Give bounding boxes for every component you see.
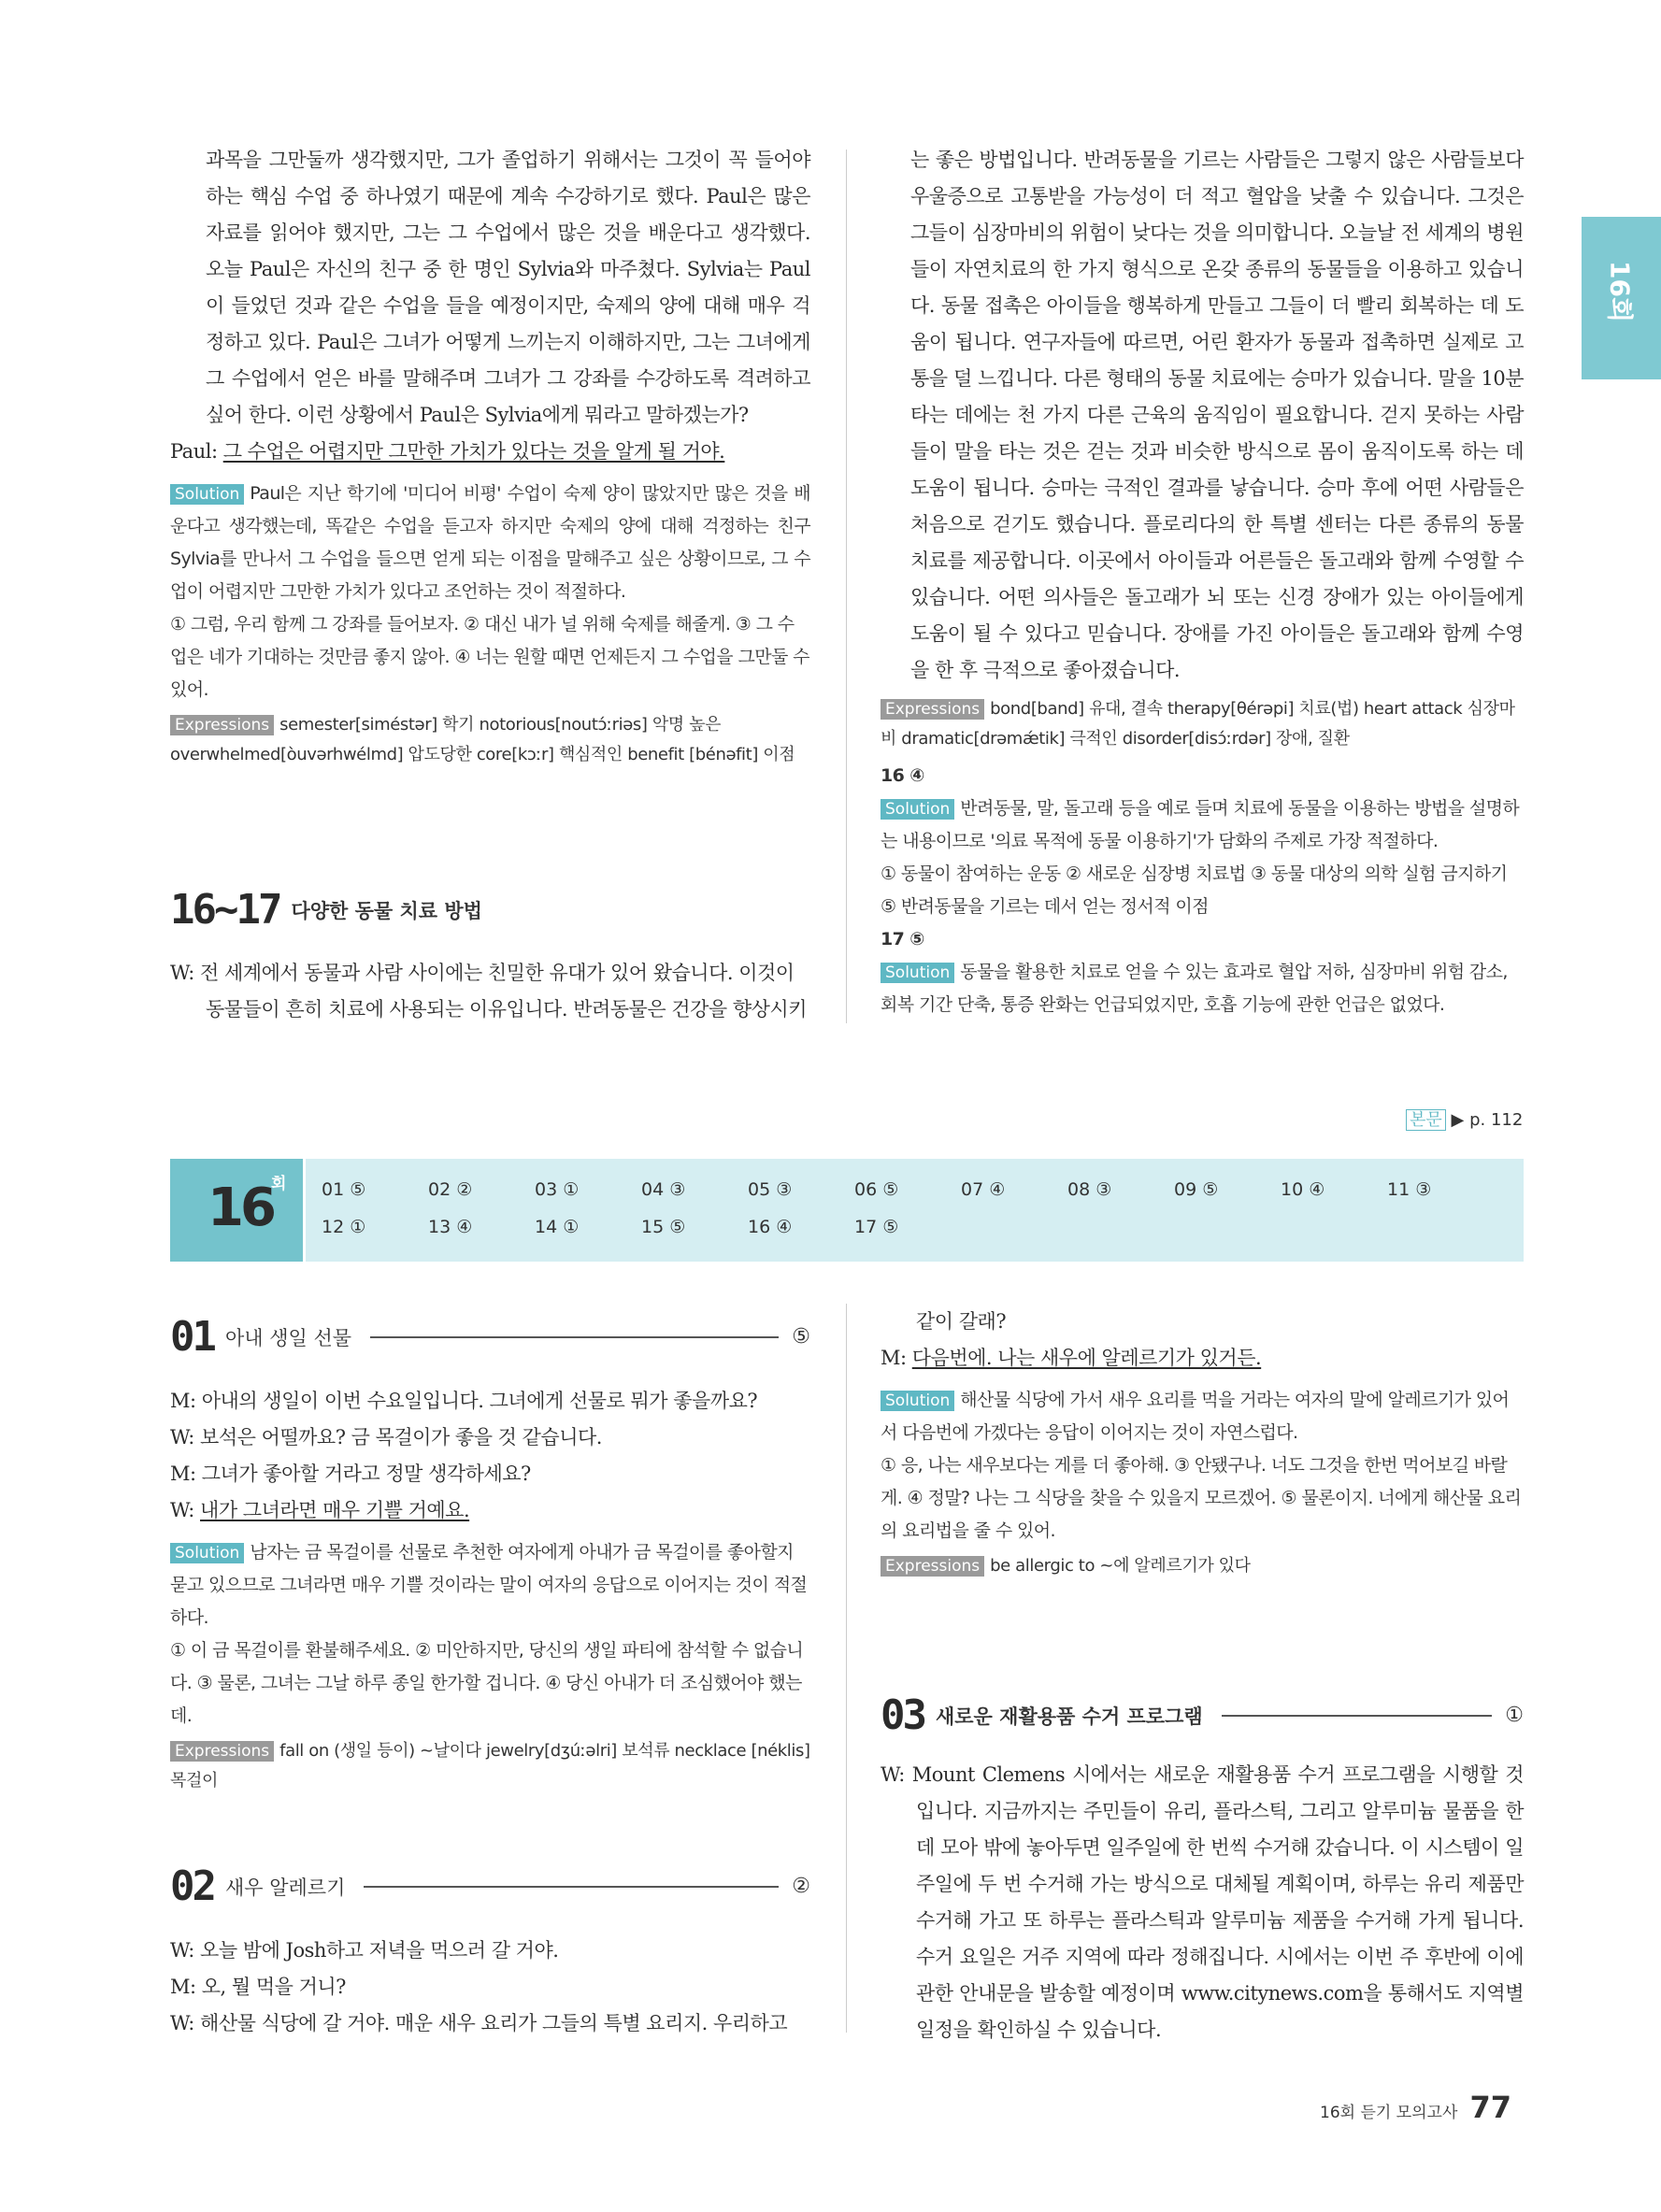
solution-block [170, 1536, 810, 1634]
answer-item: 17 ⑤ [854, 1217, 899, 1237]
expressions-block [170, 1736, 810, 1796]
speaker-label: W: [170, 962, 194, 984]
answer-item: 04 ③ [641, 1179, 686, 1200]
solution-text: 남자는 금 목걸이를 선물로 추천한 여자에게 아내가 금 목걸이를 좋아할지 묻고 있으므로 그녀라면 매우 기쁠 것이라는 말이 여자의 응답으로 이어지는 것이 적절하다. [170, 1542, 808, 1628]
script-line [170, 1383, 810, 1420]
script-line [170, 1933, 810, 1969]
textbook-reference: 본문 ▶ p. 112 [1406, 1106, 1523, 1131]
side-tab-label: 16회 [1604, 260, 1636, 322]
page-number: 77 [1469, 2090, 1512, 2125]
script-continuation: 같이 갈래? [916, 1310, 1007, 1333]
answer-item: 13 ④ [428, 1217, 473, 1237]
question-answer: ② [792, 1875, 810, 1898]
options-block: ① 그럼, 우리 함께 그 강좌를 들어보자. ② 대신 내가 널 위해 숙제를 해줄게. ③ 그 수업은 네가 기대하는 것만큼 좋지 않아. ④ 너는 원할 때면 언제든지 그 수업을 그만둘 수 있어. [170, 614, 809, 700]
speaker-label: M: [170, 1390, 196, 1412]
expressions-tag: Expressions [881, 1556, 984, 1577]
speaker-label: M: [881, 1347, 907, 1369]
script-line [170, 1456, 810, 1492]
answer-item: 08 ③ [1067, 1179, 1112, 1200]
answer-key-bar [170, 1159, 1524, 1262]
question-heading-02 [170, 1862, 810, 1910]
answer-item: 02 ② [428, 1179, 473, 1200]
question-number: 02 [170, 1862, 214, 1910]
script-text: 오늘 밤에 Josh하고 저녁을 먹으러 갈 거야. [200, 1939, 559, 1962]
top-right-column [881, 142, 1524, 1021]
question-number: 16~17 [170, 886, 280, 934]
expressions-block [881, 1551, 1524, 1581]
question-title: 새로운 재활용품 수거 프로그램 [935, 1705, 1203, 1728]
solution-block-17 [881, 956, 1524, 1021]
options-block-16: ① 동물이 참여하는 운동 ② 새로운 심장병 치료법 ③ 동물 대상의 의학 실험 금지하기 ⑤ 반려동물을 기르는 데서 얻는 정서적 이점 [881, 863, 1508, 917]
q01-body [170, 1383, 810, 1796]
narration-paragraph: 는 좋은 방법입니다. 반려동물을 기르는 사람들은 그렇지 않은 사람들보다 우울증으로 고통받을 가능성이 더 적고 혈압을 낮출 수 있습니다. 그것은 그들이 심장마비의 위험이 낮다는 것을 의미합니다. 오늘날 전 세계의 병원들이 자연치료의 한 가지 형식으로 온갖 종류의 동물들을 이용하고 있습니다. 동물 접촉은 아이들을 행복하게 만들고 그들이 더 빨리 회복하는 데 도움이 됩니다. 연구자들에 따르면, 어린 환자가 동물과 접촉하면 실제로 고통을 덜 느낍니다. 다른 형태의 동물 치료에는 승마가 있습니다. 말을 10분 타는 데에는 천 가지 다른 근육의 움직임이 필요합니다. 걷지 못하는 사람들이 말을 타는 것은 걷는 것과 비슷한 방식으로 몸이 움직이도록 하는 데 도움이 됩니다. 승마는 극적인 결과를 낳습니다. 승마 후에 어떤 사람들은 처음으로 걷기도 했습니다. 플로리다의 한 특별 센터는 다른 종류의 동물 치료를 제공합니다. 이곳에서 아이들과 어른들은 돌고래와 함께 수영할 수 있습니다. 어떤 의사들은 돌고래가 뇌 또는 신경 장애가 있는 아이들에게 도움이 될 수 있다고 믿습니다. 장애를 가진 아이들은 돌고래와 함께 수영을 한 후 극적으로 좋아졌습니다. [910, 149, 1524, 681]
heading-rule [370, 1336, 779, 1338]
script-lines [170, 1933, 810, 2042]
q03-body [881, 1757, 1524, 2048]
round-suffix: 회 [271, 1175, 287, 1193]
speaker-label: W: [881, 1763, 905, 1786]
round-number: 16 [208, 1177, 273, 1238]
expressions-text: fall on (생일 등이) ~날이다 jewelry[dʒúːəlri] 보석류 necklace [néklis] 목걸이 [170, 1741, 810, 1791]
expressions-tag: Expressions [170, 715, 274, 735]
question-heading-03 [881, 1691, 1524, 1739]
script-line [170, 2005, 810, 2042]
script-line [170, 1420, 810, 1456]
script-lines [170, 1383, 810, 1492]
script-line-answer [170, 1492, 810, 1529]
answer-line: 내가 그녀라면 매우 기쁠 거예요. [200, 1499, 470, 1521]
solution-tag: Solution [881, 963, 954, 983]
footer-title: 16회 듣기 모의고사 [1320, 2104, 1458, 2122]
expressions-tag: Expressions [881, 699, 984, 720]
answer-item: 10 ④ [1281, 1179, 1325, 1200]
answer-item: 01 ⑤ [322, 1179, 366, 1200]
answer-item: 03 ① [535, 1179, 580, 1200]
solution-text: Paul은 지난 학기에 '미디어 비평' 수업이 숙제 양이 많았지만 많은 것을 배운다고 생각했는데, 똑같은 수업을 듣고자 하지만 숙제의 양에 대해 걱정하는 친구 Sylvia를 만나서 그 수업을 들으면 얻게 되는 이점을 말해주고 싶은 상황이므로, 그 수업이 어렵지만 그만한 가치가 있다고 조언하는 것이 적절하다. [170, 483, 810, 602]
answer-item: 05 ③ [748, 1179, 793, 1200]
narration-paragraph: 과목을 그만둘까 생각했지만, 그가 졸업하기 위해서는 그것이 꼭 들어야 하는 핵심 수업 중 하나였기 때문에 계속 수강하기로 했다. Paul은 많은 자료를 읽어야 했지만, 그는 그 수업에서 많은 것을 배운다고 생각했다. 오늘 Paul은 자신의 친구 중 한 명인 Sylvia와 마주쳤다. Sylvia는 Paul이 들었던 것과 같은 수업을 들을 예정이지만, 숙제의 양에 대해 매우 걱정하고 있다. Paul은 그녀가 어떻게 느끼는지 이해하지만, 그는 그녀에게 그 수업에서 얻은 바를 말해주며 그녀가 그 강좌를 수강하도록 격려하고 싶어 한다. 이런 상황에서 Paul은 Sylvia에게 뭐라고 말하겠는가? [206, 149, 810, 426]
answer-item: 09 ⑤ [1174, 1179, 1219, 1200]
expressions-block [170, 710, 810, 770]
speaker-label: M: [170, 1463, 196, 1485]
speaker-label: Paul: [170, 440, 218, 463]
script-text: 해산물 식당에 갈 거야. 매운 새우 요리가 그들의 특별 요리지. 우리하고 [200, 2012, 788, 2034]
round-side-tab [1582, 217, 1661, 379]
script-line [170, 955, 810, 1028]
expressions-text: be allergic to ~에 알레르기가 있다 [990, 1556, 1251, 1576]
answer-item: 06 ⑤ [854, 1179, 899, 1200]
top-left-column [170, 142, 810, 770]
script-text: Mount Clemens 시에서는 새로운 재활용품 수거 프로그램을 시행할 것입니다. 지금까지는 주민들이 유리, 플라스틱, 그리고 알루미늄 물품을 한데 모아 밖에 놓아두면 일주일에 한 번씩 수거해 갔습니다. 이 시스템이 일주일에 두 번 수거해 가는 방식으로 대체될 계획이며, 하루는 유리 제품만 수거해 가고 또 하루는 플라스틱과 알루미늄 제품을 수거해 가게 됩니다. 수거 요일은 거주 지역에 따라 정해집니다. 시에서는 이번 주 후반에 이에 관한 안내문을 발송할 예정이며 www.citynews.com을 통해서도 지역별 일정을 확인하실 수 있습니다. [911, 1763, 1524, 2041]
speaker-label: M: [170, 1976, 196, 1998]
question-number: 01 [170, 1313, 214, 1361]
script-line [170, 1969, 810, 2005]
answer-16: 16 ④ [881, 765, 924, 786]
question-answer: ⑤ [792, 1325, 810, 1349]
solution-block [170, 478, 810, 608]
solution-tag: Solution [881, 1391, 954, 1411]
speaker-label: W: [170, 1426, 194, 1449]
reference-page: p. 112 [1469, 1110, 1524, 1130]
speaker-label: W: [170, 1499, 194, 1521]
expressions-text: semester[siméstər] 학기 notorious[noutɔ́ːriəs] 악명 높은 overwhelmed[òuvərhwélmd] 압도당한 core[kɔːr] 핵심적인 benefit [bénəfit] 이점 [170, 715, 795, 764]
speaker-label: W: [170, 2012, 194, 2034]
round-number-box [170, 1159, 303, 1262]
question-heading-16-17 [170, 886, 810, 934]
q16-17-script [170, 955, 810, 1028]
solution-text: 동물을 활용한 치료로 얻을 수 있는 효과로 혈압 저하, 심장마비 위험 감소, 회복 기간 단축, 통증 완화는 언급되었지만, 호흡 기능에 관한 언급은 없었다. [881, 962, 1508, 1015]
expressions-block [881, 694, 1524, 754]
question-title: 새우 알레르기 [224, 1876, 346, 1899]
heading-rule [364, 1886, 779, 1888]
solution-block [881, 1384, 1524, 1449]
q02-continued [881, 1304, 1524, 1581]
question-number: 03 [881, 1691, 924, 1739]
answer-17: 17 ⑤ [881, 929, 924, 949]
answer-line: 다음번에. 나는 새우에 알레르기가 있거든. [911, 1347, 1262, 1369]
bar-separator [303, 1159, 306, 1262]
speaker-label: W: [170, 1939, 194, 1962]
column-divider-bottom [846, 1304, 847, 2033]
solution-block-16 [881, 792, 1524, 858]
script-text: 보석은 어떨까요? 금 목걸이가 좋을 것 같습니다. [200, 1426, 602, 1449]
answer-item: 15 ⑤ [641, 1217, 686, 1237]
solution-tag: Solution [170, 1543, 244, 1563]
q02-body [170, 1933, 810, 2042]
solution-tag: Solution [881, 799, 954, 820]
solution-text: 해산물 식당에 가서 새우 요리를 먹을 거라는 여자의 말에 알레르기가 있어서 다음번에 가겠다는 응답이 이어지는 것이 자연스럽다. [881, 1390, 1510, 1443]
script-line-answer [881, 1340, 1524, 1377]
options-block: ① 응, 나는 새우보다는 게를 더 좋아해. ③ 안됐구나. 너도 그것을 한번 먹어보길 바랄게. ④ 정말? 나는 그 식당을 찾을 수 있을지 모르겠어. ⑤ 물론이지. 너에게 해산물 요리의 요리법을 줄 수 있어. [881, 1455, 1522, 1541]
question-title: 아내 생일 선물 [224, 1326, 352, 1349]
answer-item: 07 ④ [961, 1179, 1006, 1200]
options-block: ① 이 금 목걸이를 환불해주세요. ② 미안하지만, 당신의 생일 파티에 참석할 수 없습니다. ③ 물론, 그녀는 그날 하루 종일 한가할 겁니다. ④ 당신 아내가 더 조심했어야 했는데. [170, 1640, 804, 1726]
answer-item: 11 ③ [1387, 1179, 1432, 1200]
question-answer: ① [1505, 1704, 1524, 1727]
question-title: 다양한 동물 치료 방법 [291, 899, 482, 922]
answer-item: 16 ④ [748, 1217, 793, 1237]
answer-item: 12 ① [322, 1217, 366, 1237]
answer-item: 14 ① [535, 1217, 580, 1237]
answer-line: 그 수업은 어렵지만 그만한 가치가 있다는 것을 알게 될 거야. [222, 440, 725, 463]
heading-rule [1222, 1715, 1493, 1717]
page-footer [1320, 2090, 1511, 2125]
expressions-text: bond[band] 유대, 결속 therapy[θérəpi] 치료(법) heart attack 심장마비 dramatic[drəmǽtik] 극적인 disorder[disɔ́ːrdər] 장애, 질환 [881, 699, 1515, 749]
script-text: 그녀가 좋아할 거라고 정말 생각하세요? [201, 1463, 531, 1485]
script-text: 오, 뭘 먹을 거니? [201, 1976, 346, 1998]
question-heading-01 [170, 1313, 810, 1361]
solution-tag: Solution [170, 484, 244, 505]
script-line [881, 1757, 1524, 2048]
paul-response [170, 434, 810, 470]
script-text: 전 세계에서 동물과 사람 사이에는 친밀한 유대가 있어 왔습니다. 이것이 동물들이 흔히 치료에 사용되는 이유입니다. 반려동물은 건강을 향상시키 [200, 962, 807, 1020]
column-divider-top [846, 150, 847, 1023]
script-text: 아내의 생일이 이번 수요일입니다. 그녀에게 선물로 뭐가 좋을까요? [201, 1390, 758, 1412]
solution-text: 반려동물, 말, 돌고래 등을 예로 들며 치료에 동물을 이용하는 방법을 설명하는 내용이므로 '의료 목적에 동물 이용하기'가 담화의 주제로 가장 적절하다. [881, 798, 1520, 851]
expressions-tag: Expressions [170, 1741, 274, 1762]
reference-label: 본문 [1406, 1109, 1446, 1131]
